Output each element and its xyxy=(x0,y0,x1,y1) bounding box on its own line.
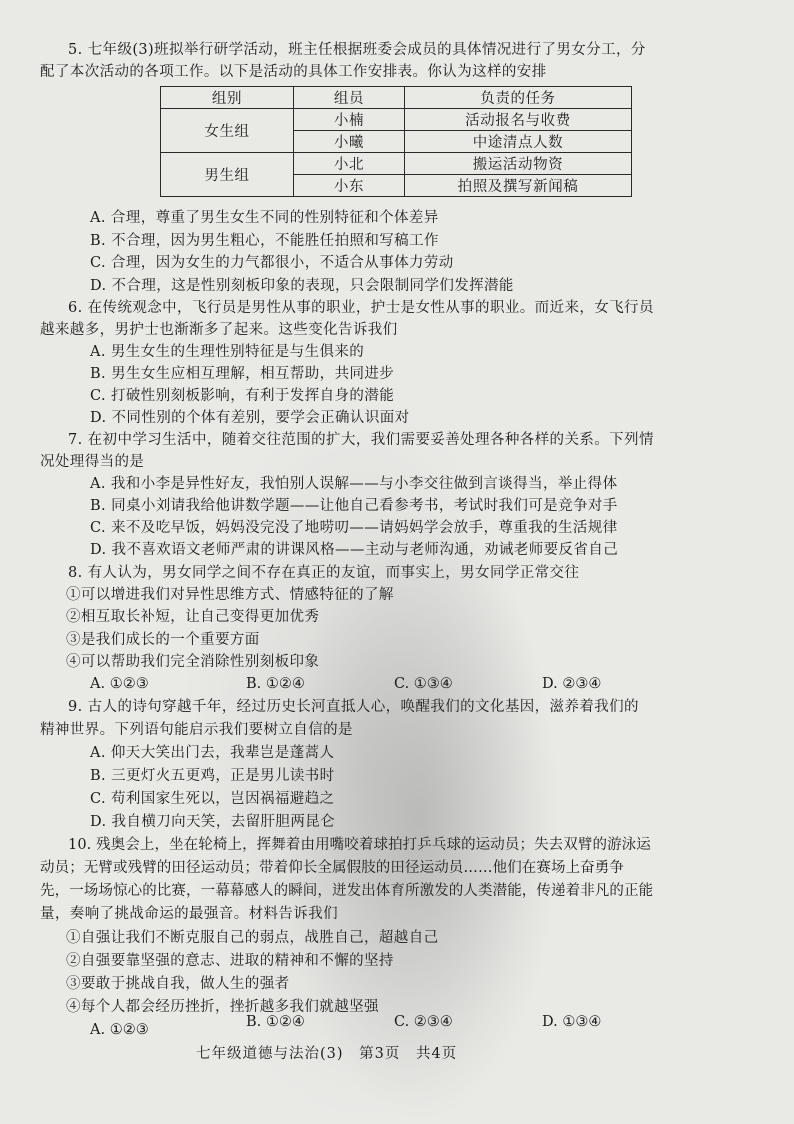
table-cell-task: 活动报名与收费 xyxy=(405,109,632,131)
q6-option-b: B. 男生女生应相互理解，相互帮助，共同进步 xyxy=(90,366,395,382)
q8-item-2: ②相互取长补短，让自己变得更加优秀 xyxy=(66,609,320,625)
q10-choice-b: B. ①②④ xyxy=(246,1014,305,1030)
q5-stem-line-2: 配了本次活动的各项工作。以下是活动的具体工作安排表。你认为这样的安排 xyxy=(40,64,547,80)
table-row xyxy=(161,153,632,175)
q6-option-d: D. 不同性别的个体有差别，要学会正确认识面对 xyxy=(90,410,410,426)
q8-choice-d: D. ②③④ xyxy=(542,676,602,692)
q9-stem-line-2: 精神世界。下列语句能启示我们要树立自信的是 xyxy=(40,722,353,738)
footer-page-number: 第3页 xyxy=(359,1046,401,1062)
q10-choice-a: A. ①②③ xyxy=(90,1022,149,1038)
q7-stem-line-2: 况处理得当的是 xyxy=(40,454,145,470)
q9-option-d: D. 我自横刀向天笑，去留肝胆两昆仑 xyxy=(90,814,336,830)
q8-item-1: ①可以增进我们对异性思维方式、情感特征的了解 xyxy=(66,587,394,603)
q10-item-3: ③要敢于挑战自我，做人生的强者 xyxy=(66,976,290,992)
q5-option-c: C. 合理，因为女生的力气都很小，不适合从事体力劳动 xyxy=(90,255,454,271)
q10-choice-d: D. ①③④ xyxy=(542,1014,602,1030)
table-cell-member: 小曦 xyxy=(294,131,405,153)
q5-option-d: D. 不合理，这是性别刻板印象的表现，只会限制同学们发挥潜能 xyxy=(90,278,514,294)
q10-item-2: ②自强要靠坚强的意志、进取的精神和不懈的坚持 xyxy=(66,953,394,969)
table-cell-member: 小楠 xyxy=(294,109,405,131)
table-cell-member: 小北 xyxy=(294,153,405,175)
q8-item-4: ④可以帮助我们完全消除性别刻板印象 xyxy=(66,654,320,670)
q9-option-a: A. 仰天大笑出门去，我辈岂是蓬蒿人 xyxy=(90,745,335,761)
q8-item-3: ③是我们成长的一个重要方面 xyxy=(66,632,260,648)
page-footer xyxy=(196,1042,467,1063)
table-header-task: 负责的任务 xyxy=(405,87,632,109)
table-cell-task: 中途清点人数 xyxy=(405,131,632,153)
q10-item-4: ④每个人都会经历挫折，挫折越多我们就越坚强 xyxy=(66,999,379,1015)
table-row xyxy=(161,109,632,131)
footer-total-pages: 共4页 xyxy=(416,1046,458,1062)
table-header-group: 组别 xyxy=(161,87,294,109)
q5-option-b: B. 不合理，因为男生粗心，不能胜任拍照和写稿工作 xyxy=(90,233,439,249)
table-header-member: 组员 xyxy=(294,87,405,109)
q7-stem-line-1: 7. 在初中学习生活中，随着交往范围的扩大，我们需要妥善处理各种各样的关系。下列情 xyxy=(68,432,654,448)
footer-subject: 七年级道德与法治(3) xyxy=(196,1046,344,1062)
table-cell-girls-group: 女生组 xyxy=(161,109,294,153)
q10-stem-line-3: 先，一场场惊心的比赛，一幕幕感人的瞬间，迸发出体育所激发的人类潜能，传递着非凡的正能 xyxy=(40,883,654,899)
table-cell-boys-group: 男生组 xyxy=(161,153,294,197)
q8-choice-c: C. ①③④ xyxy=(394,676,453,692)
q7-option-c: C. 来不及吃早饭，妈妈没完没了地唠叨——请妈妈学会放手，尊重我的生活规律 xyxy=(90,520,618,536)
q6-stem-line-2: 越来越多，男护士也渐渐多了起来。这些变化告诉我们 xyxy=(40,322,398,338)
q5-stem-line-1: 5. 七年级(3)班拟举行研学活动，班主任根据班委会成员的具体情况进行了男女分工，分 xyxy=(68,42,646,58)
q9-option-c: C. 苟利国家生死以，岂因祸福避趋之 xyxy=(90,791,335,807)
task-arrangement-table xyxy=(160,86,632,197)
q10-stem-line-1: 10. 残奥会上，坐在轮椅上，挥舞着由用嘴咬着球拍打乒乓球的运动员；失去双臂的游泳运 xyxy=(68,837,651,853)
table-cell-member: 小东 xyxy=(294,175,405,197)
q9-option-b: B. 三更灯火五更鸡，正是男儿读书时 xyxy=(90,768,335,784)
q10-choice-c: C. ②③④ xyxy=(394,1014,453,1030)
q7-option-b: B. 同桌小刘请我给他讲数学题——让他自己看参考书，考试时我们可是竞争对手 xyxy=(90,498,618,514)
q10-stem-line-4: 量，奏响了挑战命运的最强音。材料告诉我们 xyxy=(40,906,338,922)
q8-stem: 8. 有人认为，男女同学之间不存在真正的友谊，而事实上，男女同学正常交往 xyxy=(68,565,580,581)
table-header-row xyxy=(161,87,632,109)
q8-choice-b: B. ①②④ xyxy=(246,676,305,692)
q10-item-1: ①自强让我们不断克服自己的弱点，战胜自己，超越自己 xyxy=(66,930,439,946)
q10-stem-line-2: 动员；无臂或残臂的田径运动员；带着仰长全属假肢的田径运动员……他们在赛场上奋勇争 xyxy=(40,860,624,876)
q5-option-a: A. 合理，尊重了男生女生不同的性别特征和个体差异 xyxy=(90,210,439,226)
q6-option-c: C. 打破性别刻板影响，有利于发挥自身的潜能 xyxy=(90,388,395,404)
q8-choice-a: A. ①②③ xyxy=(90,676,149,692)
q9-stem-line-1: 9. 古人的诗句穿越千年，经过历史长河直抵人心，唤醒我们的文化基因，滋养着我们的 xyxy=(68,699,639,715)
q6-option-a: A. 男生女生的生理性别特征是与生俱来的 xyxy=(90,344,365,360)
q6-stem-line-1: 6. 在传统观念中，飞行员是男性从事的职业，护士是女性从事的职业。而近来，女飞行员 xyxy=(68,300,654,316)
table-cell-task: 搬运活动物资 xyxy=(405,153,632,175)
q7-option-d: D. 我不喜欢语文老师严肃的讲课风格——主动与老师沟通，劝诫老师要反省自己 xyxy=(90,542,619,558)
table-cell-task: 拍照及撰写新闻稿 xyxy=(405,175,632,197)
q7-option-a: A. 我和小李是异性好友，我怕别人误解——与小李交往做到言谈得当，举止得体 xyxy=(90,476,618,492)
